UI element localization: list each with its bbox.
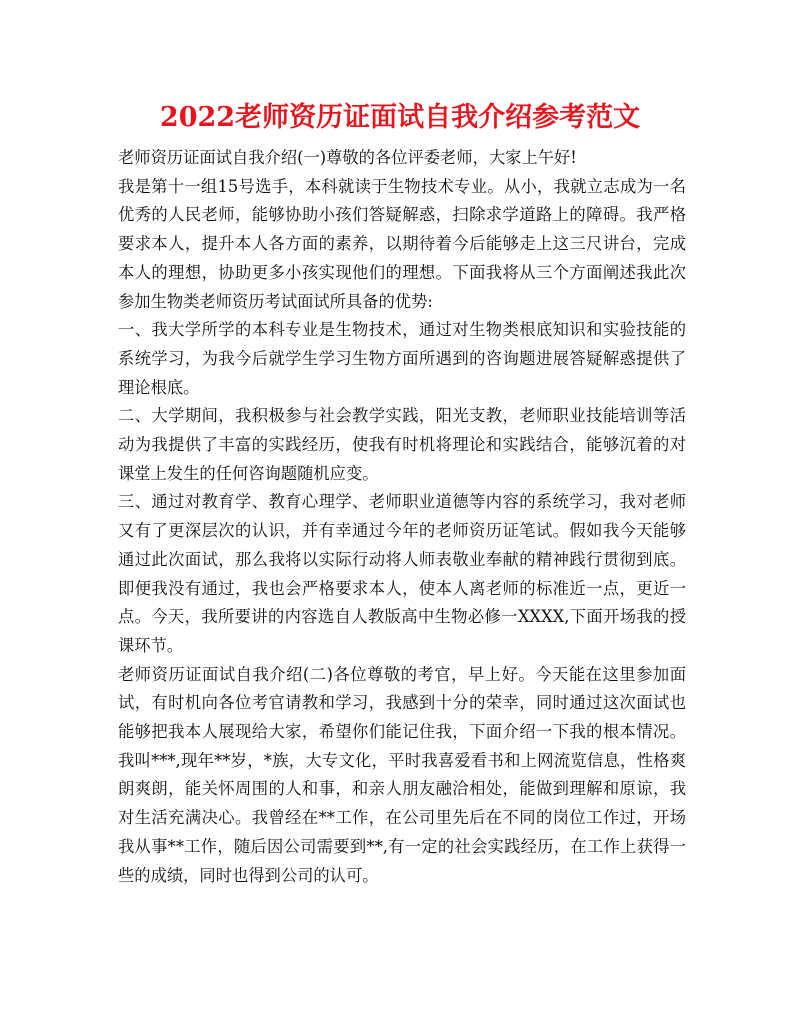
second-introduction-paragraph: 老师资历证面试自我介绍(二)各位尊敬的考官，早上好。今天能在这里参加面试，有时机向各位考官请教和学习，我感到十分的荣幸，同时通过这次面试也能够把我本人展现给大家，希望你们能记住我，下面介绍一下我的根本情况。我叫***,现年**岁，*族，大专文化，平时我喜爱看书和上网流览信息，性格爽朗爽朗，能关怀周围的人和事，和亲人朋友融洽相处，能做到理解和原谅，我对生活充满决心。我曾经在**工作，在公司里先后在不同的岗位工作过，开场我从事**工作，随后因公司需要到**,有一定的社会实践经历，在工作上获得一些的成绩，同时也得到公司的认可。 — [118, 664, 686, 885]
document-title: 2022老师资历证面试自我介绍参考范文 — [159, 102, 641, 133]
document-body — [118, 144, 686, 890]
advantage-two-paragraph: 二、大学期间，我积极参与社会教学实践，阳光支教，老师职业技能培训等活动为我提供了丰富的实践经历，使我有时机将理论和实践结合，能够沉着的对课堂上发生的任何咨询题随机应变。 — [118, 406, 686, 483]
advantage-three-paragraph: 三、通过对教育学、教育心理学、老师职业道德等内容的系统学习，我对老师又有了更深层次的认识，并有幸通过今年的老师资历证笔试。假如我今天能够通过此次面试，那么我将以实际行动将人师表敬业奉献的精神践行贯彻到底。即便我没有通过，我也会严格要求本人，使本人离老师的标准近一点，更近一点。今天，我所要讲的内容选自人教版高中生物必修一XXXX,下面开场我的授课环节。 — [118, 492, 686, 655]
intro-greeting-paragraph: 老师资历证面试自我介绍(一)尊敬的各位评委老师，大家上午好! — [118, 148, 577, 167]
advantage-one-paragraph: 一、我大学所学的本科专业是生物技术，通过对生物类根底知识和实验技能的系统学习，为我今后就学生学习生物方面所遇到的咨询题进展答疑解惑提供了理论根底。 — [118, 320, 686, 397]
self-introduction-paragraph: 我是第十一组15号选手，本科就读于生物技术专业。从小，我就立志成为一名优秀的人民老师，能够协助小孩们答疑解惑，扫除求学道路上的障碍。我严格要求本人，提升本人各方面的素养，以期待着今后能够走上这三尺讲台，完成本人的理想，协助更多小孩实现他们的理想。下面我将从三个方面阐述我此次参加生物类老师资历考试面试所具备的优势: — [118, 176, 686, 311]
